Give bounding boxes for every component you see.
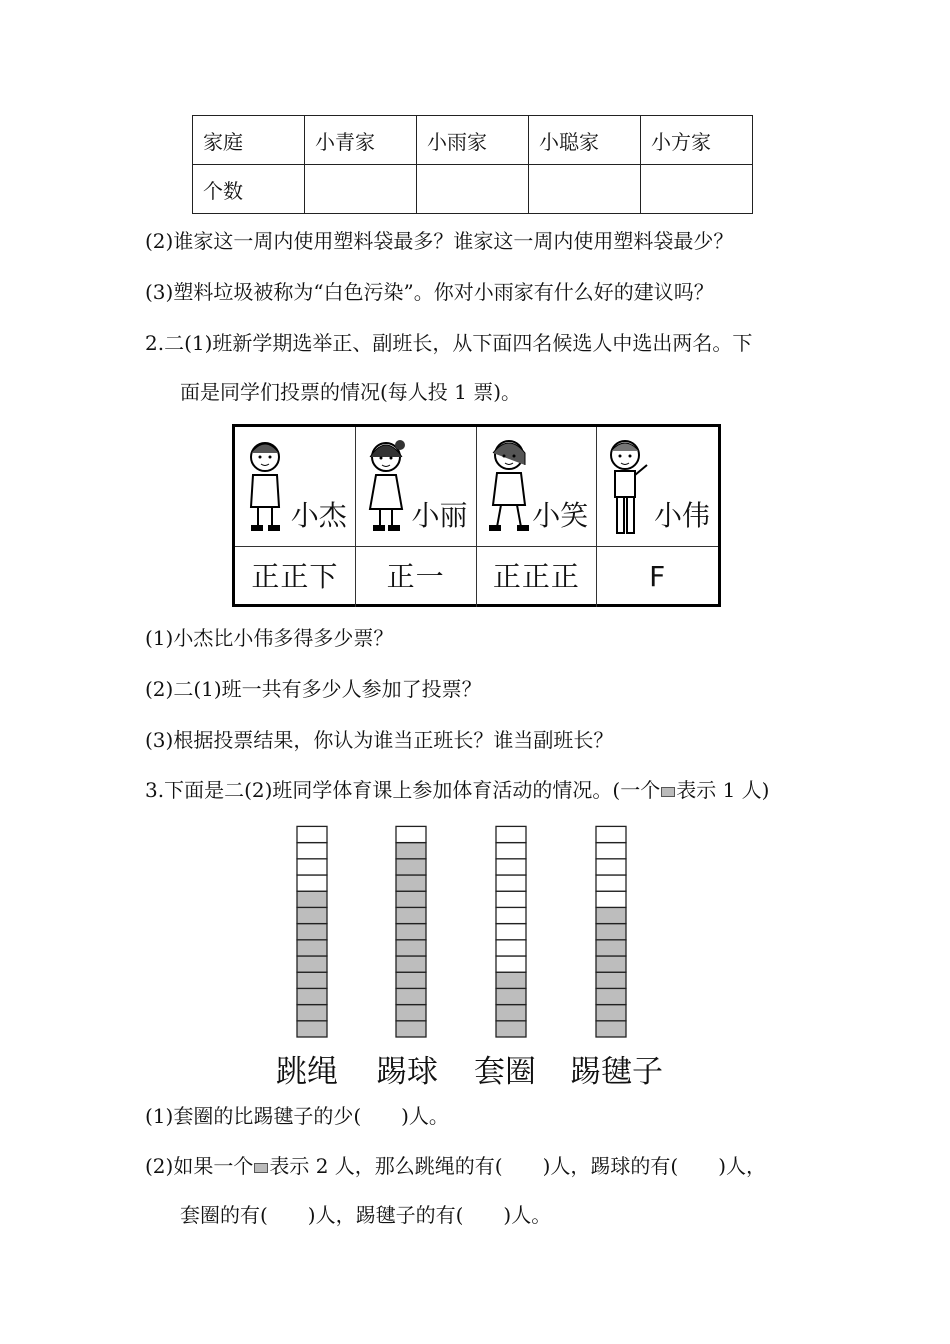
question-1-3: (3)塑料垃圾被称为“白色污染”。你对小雨家有什么好的建议吗？ (145, 280, 714, 304)
tally-marks: 正一 (356, 547, 477, 607)
bar-cell-filled (496, 1005, 526, 1021)
question-2-3: (3)根据投票结果，你认为谁当正班长？谁当副班长？ (145, 728, 614, 752)
bar-category-label: 踢球 (376, 1054, 438, 1090)
bar-cell-filled (396, 940, 426, 956)
bar-cell-filled (496, 988, 526, 1004)
question-3-2-b: 表示 2 人，那么跳绳的有( )人，踢球的有( )人， (269, 1154, 766, 1178)
bar-cell-filled (596, 924, 626, 940)
table-cell: 小聪家 (529, 116, 641, 165)
bar-cell-empty (496, 907, 526, 923)
tally-marks: F (649, 560, 667, 593)
question-3-title-b: 表示 1 人) (676, 778, 770, 802)
bar-cell-filled (297, 1021, 327, 1037)
tally-marks: 正正下 (235, 547, 356, 607)
table-cell: 小方家 (641, 116, 753, 165)
question-1-2: (2)谁家这一周内使用塑料袋最多？谁家这一周内使用塑料袋最少？ (145, 229, 734, 253)
bar-cell-empty (596, 826, 626, 842)
bar-cell-empty (596, 843, 626, 859)
table-cell: 家庭 (193, 116, 305, 165)
bar-cell-empty (496, 826, 526, 842)
bar-cell-filled (396, 859, 426, 875)
question-3-2-a: (2)如果一个 (145, 1154, 254, 1178)
bar-cell-filled (396, 972, 426, 988)
question-2-title-cont: 面是同学们投票的情况(每人投 1 票)。 (180, 380, 522, 404)
question-3-title-a: 3.下面是二(2)班同学体育课上参加体育活动的情况。(一个 (145, 778, 661, 802)
bar-cell-filled (396, 907, 426, 923)
bar-cell-filled (396, 924, 426, 940)
bar-cell-empty (297, 859, 327, 875)
bar-cell-empty (596, 859, 626, 875)
bar-cell-filled (396, 1021, 426, 1037)
candidate-name: 小伟 (653, 499, 710, 532)
bar-cell-empty (297, 826, 327, 842)
bar-cell-filled (596, 1005, 626, 1021)
bar-cell-empty (297, 875, 327, 891)
bar-cell-empty (496, 891, 526, 907)
shaded-square-icon (254, 1163, 268, 1173)
bar-cell-filled (596, 972, 626, 988)
question-3-1: (1)套圈的比踢毽子的少( )人。 (145, 1104, 449, 1128)
question-3-2-cont: 套圈的有( )人，踢毽子的有( )人。 (180, 1203, 552, 1227)
bar-category-label: 套圈 (474, 1054, 536, 1090)
candidate-name: 小笑 (532, 499, 589, 532)
bar-cell-empty (596, 875, 626, 891)
question-2-2: (2)二(1)班一共有多少人参加了投票？ (145, 677, 482, 701)
table-cell: 小青家 (305, 116, 417, 165)
bar-cell-empty (496, 875, 526, 891)
bar-cell-filled (596, 956, 626, 972)
bar-category-label: 跳绳 (276, 1054, 338, 1090)
bar-cell-filled (297, 907, 327, 923)
bar-cell-filled (396, 956, 426, 972)
bar-cell-filled (297, 924, 327, 940)
question-3-2 (145, 1152, 766, 1180)
candidate-name: 小丽 (411, 499, 468, 532)
bar-cell-filled (596, 907, 626, 923)
bar-cell-filled (496, 1021, 526, 1037)
bar-cell-empty (496, 940, 526, 956)
table-cell: 小雨家 (417, 116, 529, 165)
bar-cell-empty (297, 843, 327, 859)
bar-cell-filled (596, 988, 626, 1004)
bar-cell-filled (297, 940, 327, 956)
bar-cell-empty (496, 859, 526, 875)
bar-cell-empty (596, 891, 626, 907)
bar-cell-filled (396, 1005, 426, 1021)
bar-cell-filled (297, 972, 327, 988)
tally-marks: 正正正 (477, 547, 598, 607)
candidate-name: 小杰 (290, 499, 347, 532)
bar-cell-filled (596, 940, 626, 956)
bar-cell-filled (297, 1005, 327, 1021)
bar-cell-filled (297, 988, 327, 1004)
question-2-title: 2.二(1)班新学期选举正、副班长，从下面四名候选人中选出两名。下 (145, 331, 753, 355)
bar-cell-empty (496, 924, 526, 940)
question-2-1: (1)小杰比小伟多得多少票？ (145, 626, 394, 650)
bar-cell-filled (396, 843, 426, 859)
bar-cell-filled (596, 1021, 626, 1037)
bar-cell-empty (396, 826, 426, 842)
bar-cell-filled (396, 891, 426, 907)
bar-cell-empty (496, 956, 526, 972)
bar-cell-filled (396, 875, 426, 891)
bar-cell-filled (396, 988, 426, 1004)
table-cell: 个数 (193, 165, 305, 214)
bar-cell-filled (297, 956, 327, 972)
bar-cell-empty (496, 843, 526, 859)
bar-category-label: 踢毽子 (570, 1054, 663, 1090)
bar-cell-filled (496, 972, 526, 988)
bar-cell-filled (297, 891, 327, 907)
